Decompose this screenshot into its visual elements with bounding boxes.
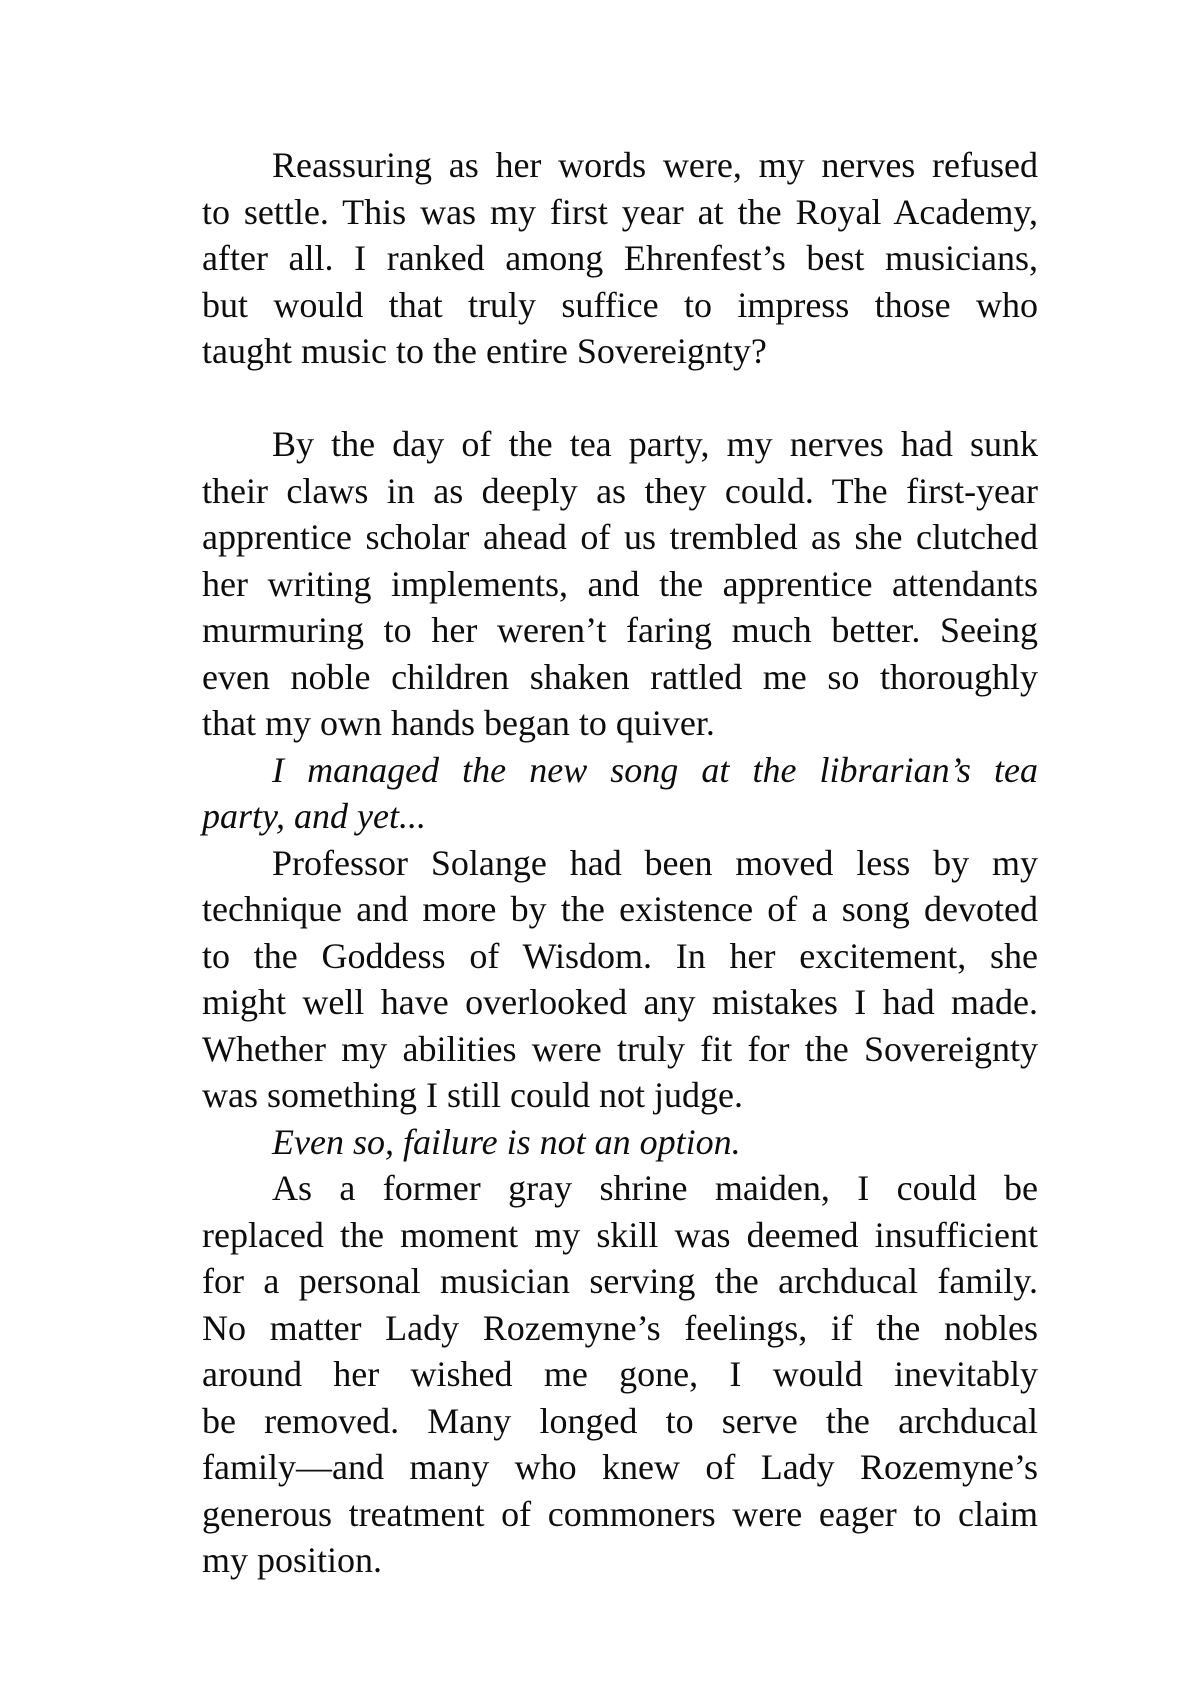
text-line: might well have overlooked any mistakes I had made. bbox=[202, 982, 1038, 1022]
text-line: be removed. Many longed to serve the archducal bbox=[202, 1400, 1038, 1441]
text-line: that my own hands began to quiver. bbox=[202, 703, 715, 743]
paragraph bbox=[202, 1119, 1038, 1166]
text-line: Even so, failure is not an option. bbox=[272, 1121, 741, 1162]
text-line: around her wished me gone, I would inevitably bbox=[202, 1354, 1038, 1394]
text-line: even noble children shaken rattled me so thoroughly bbox=[202, 656, 1038, 697]
text-line: after all. I ranked among Ehrenfest’s best musicians, bbox=[202, 238, 1038, 278]
text-line: Professor Solange had been moved less by my bbox=[272, 842, 1038, 883]
paragraph bbox=[202, 1165, 1038, 1584]
text-line: her writing implements, and the apprentice attendants bbox=[202, 563, 1038, 604]
text-line: apprentice scholar ahead of us trembled as she clutched bbox=[202, 517, 1038, 557]
text-line: for a personal musician serving the archducal family. bbox=[202, 1261, 1038, 1301]
paragraph bbox=[202, 421, 1038, 747]
text-line: was something I still could not judge. bbox=[202, 1075, 743, 1115]
text-line: their claws in as deeply as they could. The first-year bbox=[202, 470, 1038, 511]
paragraph bbox=[202, 142, 1038, 375]
text-line: Reassuring as her words were, my nerves refused bbox=[272, 145, 1038, 185]
text-line: replaced the moment my skill was deemed insufficient bbox=[202, 1214, 1038, 1255]
text-line: my position. bbox=[202, 1540, 383, 1580]
text-line: Whether my abilities were truly fit for the Sovereignty bbox=[202, 1028, 1038, 1069]
text-line: family—and many who knew of Lady Rozemyne’s bbox=[202, 1447, 1038, 1487]
text-line: taught music to the entire Sovereignty? bbox=[202, 331, 767, 371]
text-line: murmuring to her weren’t faring much better. Seeing bbox=[202, 610, 1038, 650]
text-line: to the Goddess of Wisdom. In her excitement, she bbox=[202, 935, 1038, 976]
text-line: technique and more by the existence of a song devoted bbox=[202, 889, 1038, 929]
text-line: to settle. This was my first year at the Royal Academy, bbox=[202, 191, 1038, 232]
text-line: but would that truly suffice to impress those who bbox=[202, 284, 1038, 325]
text-line: I managed the new song at the librarian’s tea bbox=[272, 749, 1038, 790]
paragraph bbox=[202, 840, 1038, 1119]
text-line: generous treatment of commoners were eager to claim bbox=[202, 1493, 1038, 1534]
paragraph bbox=[202, 747, 1038, 840]
text-line: By the day of the tea party, my nerves had sunk bbox=[272, 424, 1038, 464]
text-line: No matter Lady Rozemyne’s feelings, if the nobles bbox=[202, 1307, 1038, 1348]
text-column bbox=[202, 142, 1038, 1584]
text-line: party, and yet... bbox=[202, 796, 426, 836]
text-line: As a former gray shrine maiden, I could be bbox=[272, 1168, 1038, 1208]
